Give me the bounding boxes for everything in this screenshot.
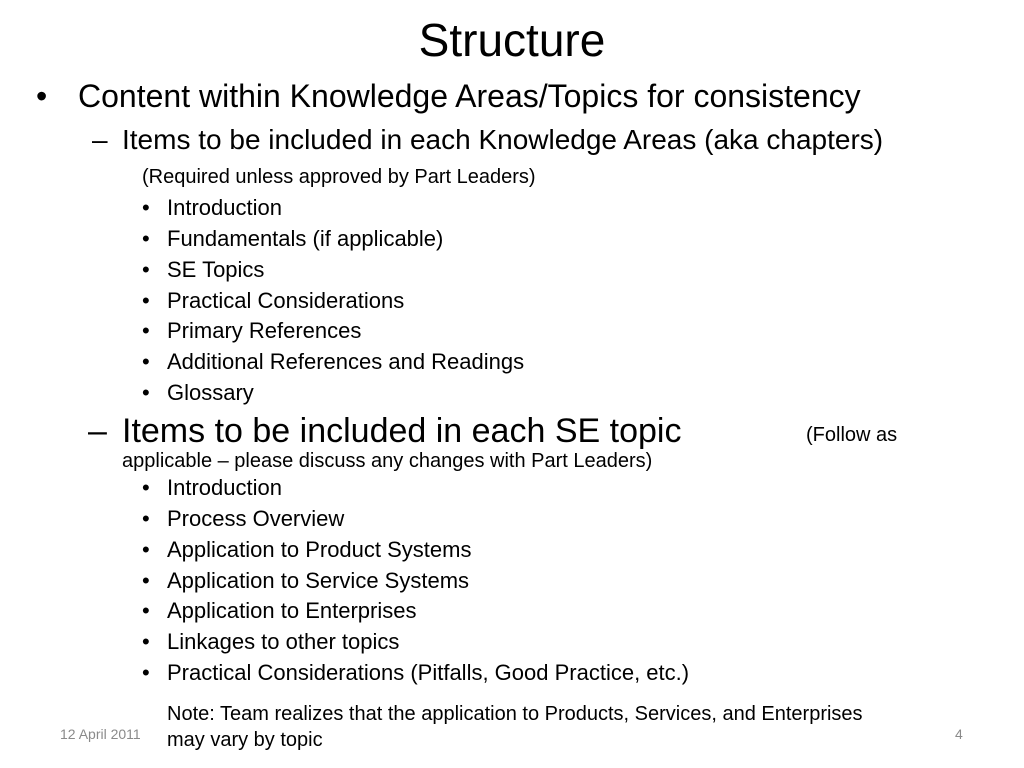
list-item: Process Overview [167,506,345,531]
list-item-bullet: • [142,349,150,374]
list-item-bullet: • [142,660,150,685]
slide-title: Structure [418,14,606,66]
list-item: Primary References [167,318,362,343]
topic-note-part1: (Follow as [806,424,898,446]
footer-date: 12 April 2011 [60,726,141,742]
list-item-bullet: • [142,195,150,220]
list-item-bullet: • [142,257,150,282]
level1-bullet-marker: • [36,78,48,114]
list-item: Practical Considerations [167,288,405,313]
list-item: Introduction [167,195,282,220]
list-item-bullet: • [142,506,150,531]
team-note-line2: may vary by topic [167,729,323,751]
list-item: Introduction [167,475,282,500]
ka-heading: Items to be included in each Knowledge Areas (aka chapters) [122,124,884,155]
list-item: Fundamentals (if applicable) [167,226,444,251]
list-item: Linkages to other topics [167,629,400,654]
footer-page-number: 4 [955,726,963,742]
list-item-bullet: • [142,475,150,500]
ka-dash: – [92,124,108,155]
ka-note: (Required unless approved by Part Leaders) [142,166,536,188]
list-item: Application to Product Systems [167,537,472,562]
level1-bullet-text: Content within Knowledge Areas/Topics for consistency [78,78,861,114]
list-item-bullet: • [142,629,150,654]
list-item: Application to Service Systems [167,568,470,593]
topic-note-part2: applicable – please discuss any changes with Part Leaders) [122,450,653,472]
topic-dash: – [88,412,107,450]
list-item: Application to Enterprises [167,598,417,623]
list-item: Glossary [167,380,254,405]
list-item: Additional References and Readings [167,349,525,374]
list-item-bullet: • [142,598,150,623]
team-note-line1: Note: Team realizes that the application to Products, Services, and Enterprises [167,703,863,725]
list-item-bullet: • [142,380,150,405]
list-item: Practical Considerations (Pitfalls, Good Practice, etc.) [167,660,690,685]
list-item-bullet: • [142,537,150,562]
list-item-bullet: • [142,288,150,313]
list-item-bullet: • [142,318,150,343]
topic-heading: Items to be included in each SE topic [122,412,682,450]
list-item-bullet: • [142,226,150,251]
list-item-bullet: • [142,568,150,593]
list-item: SE Topics [167,257,265,282]
